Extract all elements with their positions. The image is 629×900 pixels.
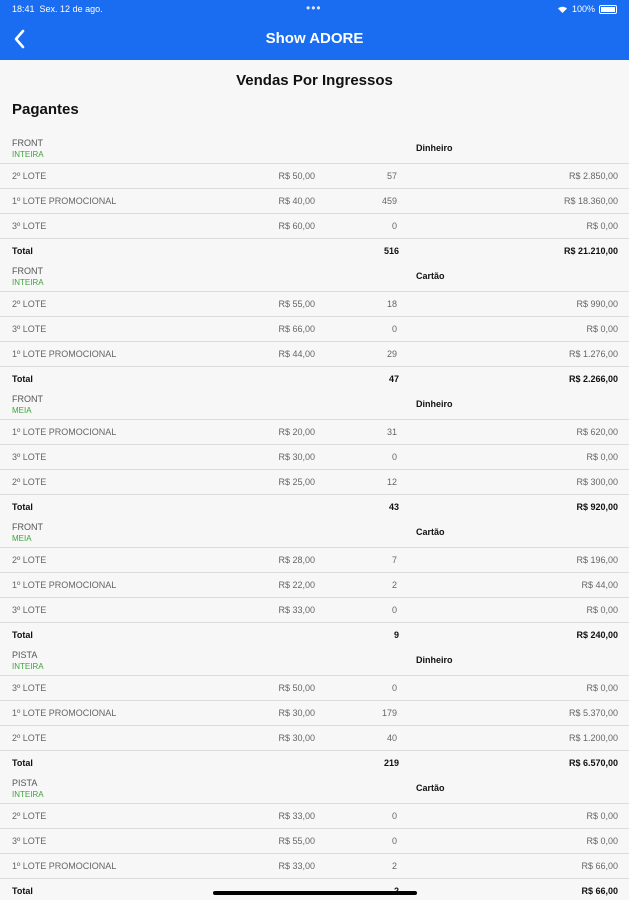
- sector-name: FRONT: [12, 138, 43, 148]
- lot-name: 3º LOTE: [12, 683, 47, 693]
- quantity: 459: [381, 196, 397, 206]
- total-label: Total: [12, 630, 33, 640]
- total-row: [0, 751, 629, 773]
- battery-percent: 100%: [571, 4, 595, 14]
- unit-price: R$ 22,00: [278, 580, 315, 590]
- unit-price: R$ 30,00: [278, 708, 315, 718]
- table-row: [0, 598, 629, 623]
- unit-price: R$ 55,00: [278, 299, 315, 309]
- status-bar: [0, 0, 629, 18]
- total-amount: R$ 6.570,00: [568, 758, 618, 768]
- ticket-type: INTEIRA: [12, 790, 44, 799]
- quantity: 40: [386, 733, 397, 743]
- table-row: [0, 445, 629, 470]
- table-row: [0, 164, 629, 189]
- quantity: 0: [391, 836, 397, 846]
- unit-price: R$ 33,00: [278, 861, 315, 871]
- amount: R$ 0,00: [586, 605, 618, 615]
- table-row: [0, 317, 629, 342]
- total-row: [0, 495, 629, 517]
- report-content[interactable]: [0, 60, 629, 900]
- lot-name: 3º LOTE: [12, 221, 47, 231]
- quantity: 31: [386, 427, 397, 437]
- lot-name: 3º LOTE: [12, 605, 47, 615]
- unit-price: R$ 60,00: [278, 221, 315, 231]
- total-quantity: 43: [388, 502, 399, 512]
- amount: R$ 1.276,00: [568, 349, 618, 359]
- lot-name: 1º LOTE PROMOCIONAL: [12, 349, 117, 359]
- quantity: 2: [391, 861, 397, 871]
- lot-name: 2º LOTE: [12, 171, 47, 181]
- lot-name: 1º LOTE PROMOCIONAL: [12, 708, 117, 718]
- amount: R$ 0,00: [586, 452, 618, 462]
- table-row: [0, 676, 629, 701]
- amount: R$ 2.850,00: [568, 171, 618, 181]
- status-right: [557, 4, 617, 14]
- ticket-type: INTEIRA: [12, 662, 44, 671]
- quantity: 0: [391, 324, 397, 334]
- wifi-icon: [557, 5, 568, 13]
- total-quantity: 9: [393, 630, 399, 640]
- ticket-type: MEIA: [12, 406, 32, 415]
- payment-method: Dinheiro: [416, 399, 453, 409]
- lot-name: 2º LOTE: [12, 477, 47, 487]
- lot-name: 2º LOTE: [12, 733, 47, 743]
- ticket-type: INTEIRA: [12, 278, 44, 287]
- amount: R$ 66,00: [581, 861, 618, 871]
- navigation-bar: [0, 18, 629, 60]
- battery-icon: [599, 5, 617, 14]
- group-header: [0, 261, 629, 292]
- total-quantity: 516: [383, 246, 399, 256]
- sector-name: PISTA: [12, 778, 38, 788]
- total-row: [0, 239, 629, 261]
- table-row: [0, 214, 629, 239]
- group-header: [0, 389, 629, 420]
- amount: R$ 300,00: [576, 477, 618, 487]
- quantity: 7: [391, 555, 397, 565]
- multitasking-dots-icon[interactable]: •••: [306, 1, 322, 15]
- lot-name: 2º LOTE: [12, 811, 47, 821]
- unit-price: R$ 66,00: [278, 324, 315, 334]
- table-row: [0, 701, 629, 726]
- table-row: [0, 292, 629, 317]
- amount: R$ 620,00: [576, 427, 618, 437]
- table-row: [0, 189, 629, 214]
- table-row: [0, 726, 629, 751]
- quantity: 0: [391, 452, 397, 462]
- amount: R$ 18.360,00: [563, 196, 618, 206]
- table-row: [0, 548, 629, 573]
- lot-name: 1º LOTE PROMOCIONAL: [12, 580, 117, 590]
- amount: R$ 5.370,00: [568, 708, 618, 718]
- unit-price: R$ 28,00: [278, 555, 315, 565]
- amount: R$ 0,00: [586, 836, 618, 846]
- unit-price: R$ 55,00: [278, 836, 315, 846]
- payment-method: Dinheiro: [416, 143, 453, 153]
- quantity: 57: [386, 171, 397, 181]
- payment-method: Dinheiro: [416, 655, 453, 665]
- quantity: 0: [391, 605, 397, 615]
- total-label: Total: [12, 246, 33, 256]
- total-row: [0, 879, 629, 900]
- quantity: 179: [381, 708, 397, 718]
- amount: R$ 0,00: [586, 324, 618, 334]
- table-row: [0, 470, 629, 495]
- payment-method: Cartão: [416, 527, 445, 537]
- table-row: [0, 854, 629, 879]
- amount: R$ 990,00: [576, 299, 618, 309]
- status-time: [12, 4, 103, 14]
- unit-price: R$ 25,00: [278, 477, 315, 487]
- quantity: 2: [391, 580, 397, 590]
- total-amount: R$ 240,00: [576, 630, 618, 640]
- lot-name: 3º LOTE: [12, 324, 47, 334]
- unit-price: R$ 33,00: [278, 605, 315, 615]
- lot-name: 1º LOTE PROMOCIONAL: [12, 861, 117, 871]
- group-header: [0, 645, 629, 676]
- lot-name: 1º LOTE PROMOCIONAL: [12, 196, 117, 206]
- total-label: Total: [12, 886, 33, 896]
- unit-price: R$ 40,00: [278, 196, 315, 206]
- group-header: [0, 517, 629, 548]
- group-header: [0, 773, 629, 804]
- total-label: Total: [12, 374, 33, 384]
- sector-name: FRONT: [12, 522, 43, 532]
- table-row: [0, 342, 629, 367]
- quantity: 29: [386, 349, 397, 359]
- group-header: [0, 133, 629, 164]
- quantity: 18: [386, 299, 397, 309]
- unit-price: R$ 44,00: [278, 349, 315, 359]
- unit-price: R$ 50,00: [278, 683, 315, 693]
- total-quantity: 47: [388, 374, 399, 384]
- lot-name: 3º LOTE: [12, 836, 47, 846]
- quantity: 0: [391, 221, 397, 231]
- quantity: 0: [391, 811, 397, 821]
- sector-name: PISTA: [12, 650, 38, 660]
- amount: R$ 0,00: [586, 683, 618, 693]
- quantity: 0: [391, 683, 397, 693]
- lot-name: 3º LOTE: [12, 452, 47, 462]
- unit-price: R$ 33,00: [278, 811, 315, 821]
- nav-title: Show ADORE: [265, 30, 364, 47]
- total-amount: R$ 66,00: [581, 886, 618, 896]
- table-row: [0, 804, 629, 829]
- page-title: Vendas Por Ingressos: [236, 72, 393, 89]
- total-amount: R$ 920,00: [576, 502, 618, 512]
- ticket-type: INTEIRA: [12, 150, 44, 159]
- amount: R$ 0,00: [586, 811, 618, 821]
- status-date: Sex. 12 de ago.: [39, 4, 103, 14]
- total-row: [0, 623, 629, 645]
- home-indicator[interactable]: [213, 891, 417, 895]
- lot-name: 1º LOTE PROMOCIONAL: [12, 427, 117, 437]
- quantity: 12: [386, 477, 397, 487]
- payment-method: Cartão: [416, 783, 445, 793]
- amount: R$ 1.200,00: [568, 733, 618, 743]
- table-row: [0, 829, 629, 854]
- total-quantity: 219: [383, 758, 399, 768]
- ticket-type: MEIA: [12, 534, 32, 543]
- table-row: [0, 573, 629, 598]
- total-label: Total: [12, 502, 33, 512]
- unit-price: R$ 50,00: [278, 171, 315, 181]
- section-title: Pagantes: [12, 101, 79, 118]
- status-time-text: 18:41: [12, 4, 35, 14]
- sector-name: FRONT: [12, 266, 43, 276]
- amount: R$ 44,00: [581, 580, 618, 590]
- total-amount: R$ 21.210,00: [563, 246, 618, 256]
- amount: R$ 0,00: [586, 221, 618, 231]
- unit-price: R$ 30,00: [278, 733, 315, 743]
- total-row: [0, 367, 629, 389]
- table-row: [0, 420, 629, 445]
- sector-name: FRONT: [12, 394, 43, 404]
- total-label: Total: [12, 758, 33, 768]
- lot-name: 2º LOTE: [12, 299, 47, 309]
- unit-price: R$ 30,00: [278, 452, 315, 462]
- unit-price: R$ 20,00: [278, 427, 315, 437]
- sales-table: [0, 133, 629, 900]
- total-amount: R$ 2.266,00: [568, 374, 618, 384]
- amount: R$ 196,00: [576, 555, 618, 565]
- lot-name: 2º LOTE: [12, 555, 47, 565]
- payment-method: Cartão: [416, 271, 445, 281]
